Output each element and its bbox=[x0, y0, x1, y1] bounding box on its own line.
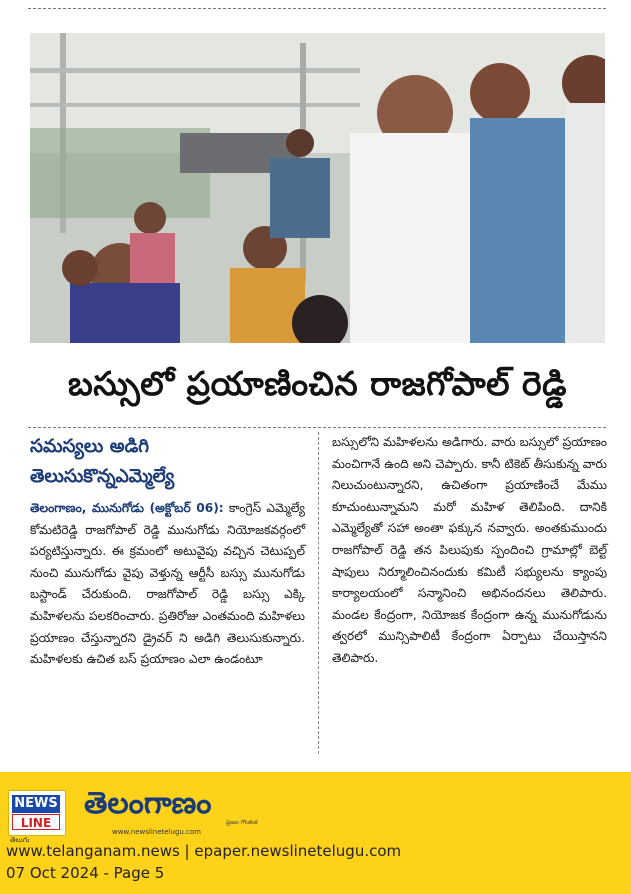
right-column bbox=[332, 432, 607, 670]
footer-sites: www.telanganam.news | epaper.newslinetelugu.com bbox=[6, 842, 402, 860]
footer-date-page: 07 Oct 2024 - Page 5 bbox=[6, 864, 165, 882]
top-divider bbox=[28, 8, 606, 9]
brand-url: www.newslinetelugu.com bbox=[112, 828, 201, 836]
left-column bbox=[30, 432, 305, 671]
brand-name: తెలంగాణం bbox=[84, 786, 212, 821]
left-body-text: కాంగ్రెస్ ఎమ్మెల్యే కోమటిరెడ్డి రాజగోపాల్ రెడ్డి మునుగోడు నియోజకవర్గంలో పర్యటిస్తున్నారు. ఈ క్రమంలో అటువైపు వచ్చిన చెటుప్పల్ నుంచి మునుగోడు వైపు వెళ్తున్న ఆర్టీసీ బస్సు మునుగోడు బస్టాండ్ చేరుకుంది. రాజగోపాల్ రెడ్డి బస్సు ఎక్కి మహిళలను పలకరించారు. ప్రతిరోజు ఎంతమంది మహిళలు ప్రయాణం చేస్తున్నారని డ్రైవర్ ని అడిగి తెలుసుకున్నారు. మహిళలకు ఉచిత బస్ ప్రయాణం ఎలా ఉండంటూ bbox=[30, 501, 305, 667]
bus-interior-image bbox=[30, 33, 605, 343]
headline: బస్సులో ప్రయాణించిన రాజగోపాల్ రెడ్డి bbox=[67, 363, 568, 403]
column-separator bbox=[318, 432, 319, 754]
logo-news-text: NEWS bbox=[12, 795, 60, 813]
brand-tagline: ప్రజల గొంతుక bbox=[226, 819, 258, 826]
headline-divider bbox=[28, 427, 606, 428]
dateline: తెలంగాణం, మునుగోడు (అక్టోబర్ 06): bbox=[30, 501, 224, 515]
news-photo bbox=[30, 33, 605, 343]
subheading bbox=[30, 432, 305, 492]
subheading-line-2: తెలుసుకొన్నఎమ్మెల్యే bbox=[30, 466, 175, 487]
subheading-line-1: సమస్యలు అడిగి bbox=[30, 436, 150, 457]
logo-caption: తెలుగు bbox=[10, 836, 30, 844]
right-body-text: బస్సులోని మహిళలను అడిగారు. వారు బస్సులో ప్రయాణం మంచిగానే ఉంది అని చెప్పారు. కానీ టికెట్ తీసుకున్న వారు నిలుచుంటున్నారని, ఉచితంగా ప్రయాణించే మేము కూచుంటున్నామని మరో మహిళ తెలిపింది. దానికి ఎమ్మెల్యేతో సహా అంతా ఫక్కున నవ్వారు. అంతకుముందు రాజగోపాల్ రెడ్డి తన పిలుపుకు స్పందించి గ్రామాల్లో బెల్ట్ షాపులు నిర్మూలించినందుకు కమిటీ సభ్యులను క్యాంపు కార్యాలయంలో సన్మానించి అభినందనలు తెలిపారు. మండల కేంద్రంగా, నియోజక కేంద్రంగా ఉన్న మునుగోడును త్వరలో మున్సిపాలిటీ కేంద్రంగా ఏర్పాటు చేయిస్తానని తెలిపారు. bbox=[332, 435, 607, 665]
logo-line-text: LINE bbox=[12, 814, 60, 830]
footer bbox=[0, 772, 631, 894]
left-body bbox=[30, 498, 305, 671]
newsline-logo bbox=[8, 790, 66, 836]
